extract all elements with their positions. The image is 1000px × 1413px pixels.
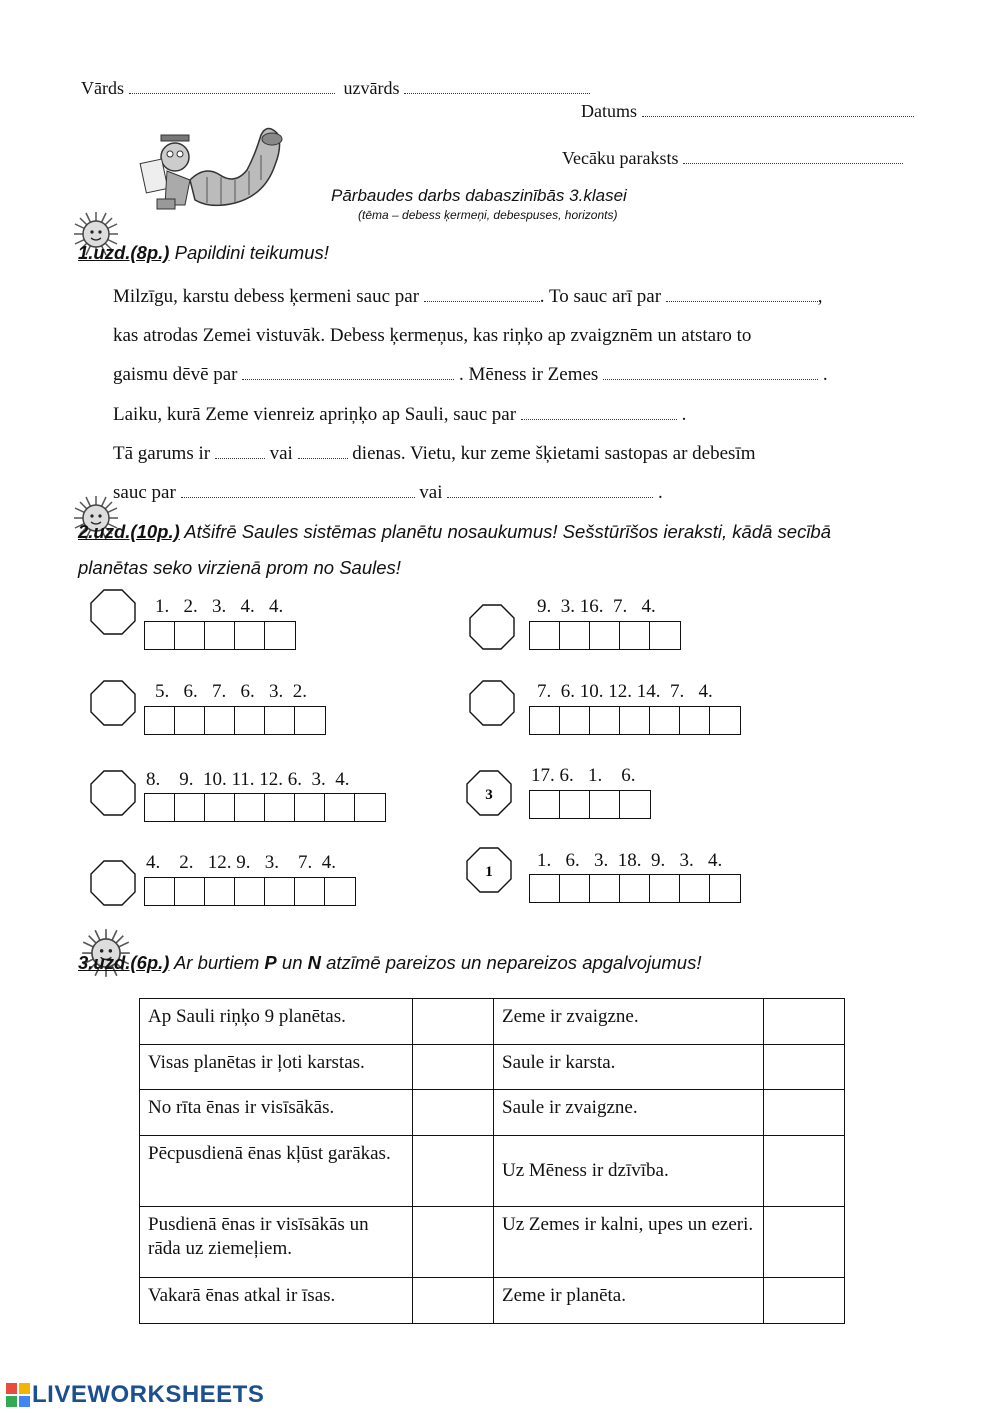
answer-cell-input[interactable]: [764, 999, 845, 1045]
order-octagon-input[interactable]: [90, 860, 136, 906]
statement-cell: Visas planētas ir ļoti karstas.: [140, 1045, 413, 1090]
statement-cell: Zeme ir planēta.: [494, 1278, 764, 1324]
letter-box-input[interactable]: [205, 707, 235, 734]
letter-box-input[interactable]: [205, 878, 235, 905]
blank-input[interactable]: [242, 365, 454, 380]
letter-box-input[interactable]: [235, 878, 265, 905]
text: Ar burtiem: [173, 952, 260, 973]
letter-box-input[interactable]: [295, 794, 325, 821]
text: .: [822, 364, 828, 385]
letter-box-input[interactable]: [650, 707, 680, 734]
letter-box-input[interactable]: [620, 707, 650, 734]
statement-cell: Pēcpusdienā ēnas kļūst garākas.: [140, 1136, 413, 1207]
letter-code: 1. 6. 3. 18. 9. 3. 4.: [537, 850, 723, 871]
date-field-row: [581, 101, 914, 122]
letter-p: P: [264, 952, 277, 973]
letter-code: 17. 6. 1. 6.: [531, 765, 636, 786]
letter-box-input[interactable]: [530, 875, 560, 902]
letter-code: 4. 2. 12. 9. 3. 7. 4.: [146, 852, 336, 873]
order-number: 3: [485, 787, 493, 803]
blank-input[interactable]: [521, 405, 677, 420]
answer-cell-input[interactable]: [413, 1136, 494, 1207]
table-row: [140, 1090, 845, 1136]
task3-label: 3.uzd.(6p.): [78, 952, 170, 973]
letter-box-input[interactable]: [265, 794, 295, 821]
letter-code: 9. 3. 16. 7. 4.: [537, 596, 656, 617]
statement-cell: Saule ir karsta.: [494, 1045, 764, 1090]
page-subtitle: (tēma – debess ķermeņi, debespuses, horizonts): [358, 208, 618, 222]
letter-code: 7. 6. 10. 12. 14. 7. 4.: [537, 681, 713, 702]
letter-code: 5. 6. 7. 6. 3. 2.: [155, 681, 307, 702]
blank-input[interactable]: [666, 287, 818, 302]
answer-cell-input[interactable]: [413, 1278, 494, 1324]
text: . Mēness ir Zemes: [459, 364, 599, 385]
blank-input[interactable]: [424, 287, 540, 302]
letter-box-input[interactable]: [710, 707, 740, 734]
statement-cell: Pusdienā ēnas ir visīsākās un rāda uz ziemeļiem.: [140, 1207, 413, 1278]
letter-box-input[interactable]: [560, 622, 590, 649]
text: vai: [269, 443, 293, 464]
parent-sign-input[interactable]: [683, 149, 903, 164]
table-row: [140, 1045, 845, 1090]
task1-line-6: [113, 482, 663, 504]
letter-boxes: [529, 874, 741, 903]
text: Laiku, kurā Zeme vienreiz apriņķo ap Sauli, sauc par: [113, 404, 517, 425]
caterpillar-illustration: [135, 125, 285, 215]
text: gaismu dēvē par: [113, 364, 238, 385]
letter-box-input[interactable]: [175, 878, 205, 905]
table-row: [140, 1207, 845, 1278]
letter-box-input[interactable]: [620, 791, 650, 818]
statement-cell: Zeme ir zvaigzne.: [494, 999, 764, 1045]
answer-cell-input[interactable]: [764, 1278, 845, 1324]
letter-box-input[interactable]: [590, 875, 620, 902]
task3-heading: [78, 952, 702, 974]
text: Tā garums ir: [113, 443, 211, 464]
table-row: [140, 1278, 845, 1324]
text: .: [658, 482, 663, 503]
task1-line-1: [113, 286, 823, 308]
date-label: Datums: [581, 101, 637, 121]
text: . To sauc arī par: [539, 286, 662, 307]
statement-cell: Vakarā ēnas atkal ir īsas.: [140, 1278, 413, 1324]
letter-box-input[interactable]: [325, 878, 355, 905]
letter-box-input[interactable]: [145, 707, 175, 734]
statement-cell: Uz Zemes ir kalni, upes un ezeri.: [494, 1207, 764, 1278]
text: un: [281, 952, 303, 973]
letter-box-input[interactable]: [590, 791, 620, 818]
blank-input[interactable]: [603, 365, 818, 380]
text: sauc par: [113, 482, 176, 503]
task1-heading: [78, 242, 329, 264]
letter-box-input[interactable]: [175, 622, 205, 649]
answer-cell-input[interactable]: [764, 1136, 845, 1207]
letter-box-input[interactable]: [175, 794, 205, 821]
statement-cell: Uz Mēness ir dzīvība.: [494, 1136, 764, 1207]
letter-box-input[interactable]: [295, 878, 325, 905]
task1-label: 1.uzd.(8p.): [78, 242, 170, 263]
letter-box-input[interactable]: [620, 622, 650, 649]
order-octagon-input[interactable]: [466, 770, 512, 816]
order-octagon-input[interactable]: [469, 680, 515, 726]
letter-boxes: [144, 706, 326, 735]
task2-heading: [78, 521, 831, 543]
blank-input[interactable]: [215, 444, 265, 459]
letter-box-input[interactable]: [560, 707, 590, 734]
task1-line-3: [113, 364, 828, 386]
task1-instruction: Papildini teikumus!: [174, 242, 329, 263]
answer-cell-input[interactable]: [413, 1045, 494, 1090]
letter-box-input[interactable]: [680, 875, 710, 902]
blank-input[interactable]: [298, 444, 348, 459]
letter-box-input[interactable]: [295, 707, 325, 734]
letter-box-input[interactable]: [265, 707, 295, 734]
letter-box-input[interactable]: [650, 622, 680, 649]
letter-box-input[interactable]: [530, 622, 560, 649]
surname-label: uzvārds: [343, 78, 400, 98]
task1-line-4: [113, 404, 686, 426]
letter-box-input[interactable]: [145, 622, 175, 649]
letter-box-input[interactable]: [650, 875, 680, 902]
surname-input[interactable]: [404, 79, 590, 94]
answer-cell-input[interactable]: [764, 1207, 845, 1278]
name-label: Vārds: [81, 78, 124, 98]
letter-box-input[interactable]: [560, 791, 590, 818]
task1-line-2: kas atrodas Zemei vistuvāk. Debess ķermeņus, kas riņķo ap zvaigznēm un atstaro to: [113, 325, 752, 346]
statement-cell: Saule ir zvaigzne.: [494, 1090, 764, 1136]
letter-box-input[interactable]: [145, 878, 175, 905]
text: ,: [817, 286, 823, 307]
order-octagon-input[interactable]: [90, 589, 136, 635]
text: .: [681, 404, 687, 425]
letter-box-input[interactable]: [680, 707, 710, 734]
text: dienas. Vietu, kur zeme šķietami sastopas ar debesīm: [352, 443, 756, 464]
text: Milzīgu, karstu debess ķermeni sauc par: [113, 286, 420, 307]
table-row: [140, 1136, 845, 1207]
task2-label: 2.uzd.(10p.): [78, 521, 180, 542]
letter-code: 1. 2. 3. 4. 4.: [155, 596, 284, 617]
letter-box-input[interactable]: [355, 794, 385, 821]
name-field-row: [81, 78, 590, 99]
date-input[interactable]: [642, 102, 914, 117]
blank-input[interactable]: [447, 483, 653, 498]
answer-cell-input[interactable]: [413, 999, 494, 1045]
page-title: Pārbaudes darbs dabaszinībās 3.klasei: [331, 186, 627, 205]
letter-n: N: [307, 952, 321, 973]
blank-input[interactable]: [181, 483, 415, 498]
parent-sign-label: Vecāku paraksts: [562, 148, 679, 168]
letter-box-input[interactable]: [265, 622, 295, 649]
answer-cell-input[interactable]: [413, 1090, 494, 1136]
task2-instruction: Atšifrē Saules sistēmas planētu nosaukumus! Sešstūrīšos ieraksti, kādā secībā: [184, 521, 832, 542]
letter-box-input[interactable]: [235, 622, 265, 649]
letter-box-input[interactable]: [560, 875, 590, 902]
letter-box-input[interactable]: [530, 707, 560, 734]
letter-boxes: [144, 877, 356, 906]
statement-cell: No rīta ēnas ir visīsākās.: [140, 1090, 413, 1136]
answer-cell-input[interactable]: [413, 1207, 494, 1278]
footer-brand: [6, 1381, 264, 1409]
letter-box-input[interactable]: [205, 794, 235, 821]
task1-line-5: [113, 443, 756, 465]
letter-boxes: [529, 706, 741, 735]
brand-name: LIVEWORKSHEETS: [32, 1381, 265, 1408]
order-octagon-input[interactable]: [90, 680, 136, 726]
letter-boxes: [529, 621, 681, 650]
parent-sign-row: [562, 148, 903, 169]
order-octagon-input[interactable]: [90, 770, 136, 816]
letter-box-input[interactable]: [325, 794, 355, 821]
name-input[interactable]: [129, 79, 335, 94]
text: vai: [419, 482, 443, 503]
letter-box-input[interactable]: [205, 622, 235, 649]
text: atzīmē pareizos un nepareizos apgalvojumus!: [326, 952, 702, 973]
letter-box-input[interactable]: [590, 622, 620, 649]
order-octagon-input[interactable]: [469, 604, 515, 650]
letter-box-input[interactable]: [235, 794, 265, 821]
letter-code: 8. 9. 10. 11. 12. 6. 3. 4.: [146, 769, 350, 790]
table-row: [140, 999, 845, 1045]
order-octagon-input[interactable]: [466, 847, 512, 893]
letter-boxes: [144, 793, 386, 822]
answer-cell-input[interactable]: [764, 1045, 845, 1090]
liveworksheets-logo-icon: [6, 1383, 30, 1407]
order-number: 1: [485, 864, 493, 880]
letter-box-input[interactable]: [145, 794, 175, 821]
letter-box-input[interactable]: [710, 875, 740, 902]
task2-instruction-line2: planētas seko virzienā prom no Saules!: [78, 557, 401, 578]
letter-boxes: [529, 790, 651, 819]
true-false-table: [139, 998, 845, 1324]
letter-boxes: [144, 621, 296, 650]
answer-cell-input[interactable]: [764, 1090, 845, 1136]
statement-cell: Ap Sauli riņķo 9 planētas.: [140, 999, 413, 1045]
letter-box-input[interactable]: [530, 791, 560, 818]
letter-box-input[interactable]: [590, 707, 620, 734]
letter-box-input[interactable]: [175, 707, 205, 734]
letter-box-input[interactable]: [235, 707, 265, 734]
letter-box-input[interactable]: [620, 875, 650, 902]
letter-box-input[interactable]: [265, 878, 295, 905]
